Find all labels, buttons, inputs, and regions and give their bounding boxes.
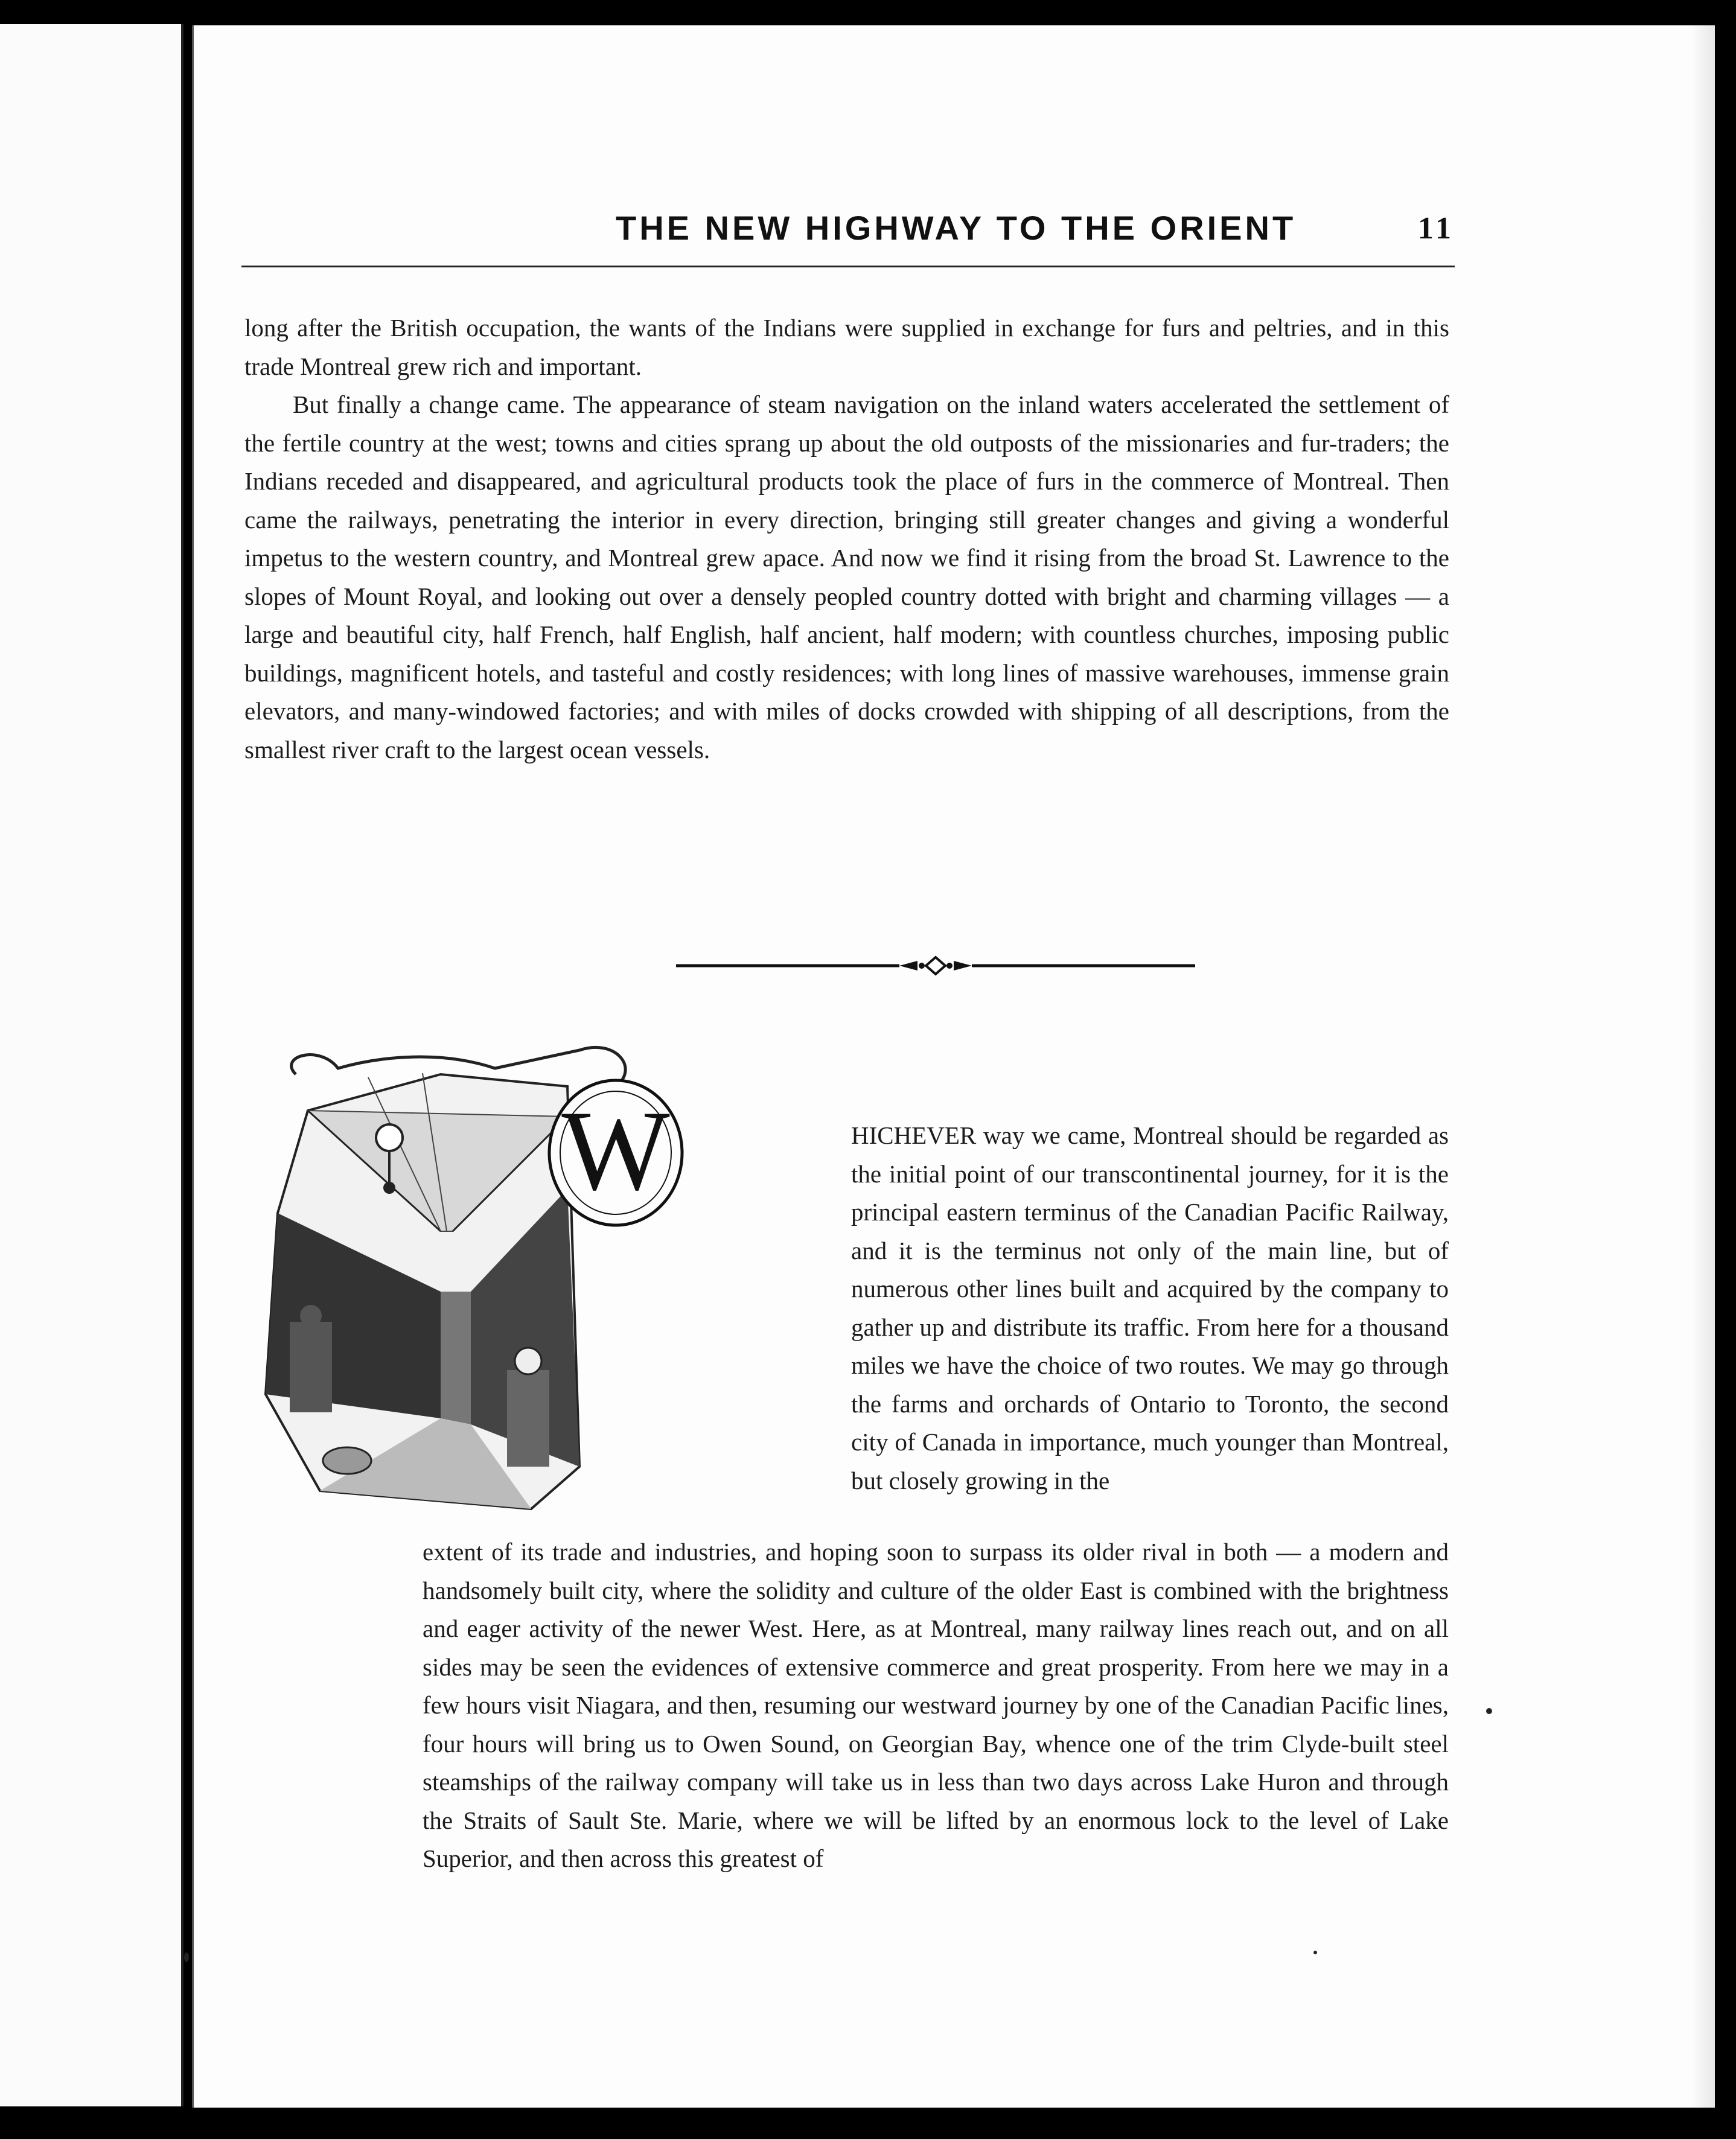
previous-page-edge xyxy=(0,24,183,2106)
running-header xyxy=(241,208,1455,263)
header-rule xyxy=(241,266,1455,267)
ornamental-divider-icon xyxy=(676,948,1195,984)
scan-speck xyxy=(1486,1708,1492,1714)
section-1-text xyxy=(244,309,1449,769)
page-number: 11 xyxy=(1417,211,1455,246)
paragraph: But finally a change came. The appearance of steam navigation on the inland waters accelerated the settlement of the fertile country at the west; towns and cities sprang up about the old outposts of the missionaries and fur-traders; the Indians receded and disappeared, and agricultural products took the place of furs in the commerce of Montreal. Then came the railways, penetrating the interior in every direction, bringing still greater changes and giving a wonderful impetus to the western country, and Montreal grew apace. And now we find it rising from the broad St. Lawrence to the slopes of Mount Royal, and looking out over a densely peopled country dotted with bright and charming villages — a large and beautiful city, half French, half English, half ancient, half modern; with countless churches, imposing public buildings, magnificent hotels, and tasteful and costly residences; with long lines of massive warehouses, immense grain elevators, and many-windowed factories; and with miles of docks crowded with shipping of all descriptions, from the smallest river craft to the largest ocean vessels. xyxy=(244,391,1449,763)
scan-speck xyxy=(1313,1951,1317,1954)
drop-cap: W xyxy=(561,1088,670,1214)
page-edge-shadow xyxy=(1691,25,1715,2108)
paragraph: extent of its trade and industries, and hoping soon to surpass its older rival in both — a modern and handsomely built city, where the solidity and culture of the older East is combined with the brightness and eager activity of the newer West. Here, as at Montreal, many railway lines reach out, and on all sides may be seen the evidences of extensive commerce and great prosperity. From here we may in a few hours visit Niagara, and then, resuming our westward journey by one of the Canadian Pacific lines, four hours will bring us to Owen Sound, on Georgian Bay, whence one of the trim Clyde-built steel steamships of the railway company will take us in less than two days across Lake Huron and through the Straits of Sault Ste. Marie, where we will be lifted by an enormous lock to the level of Lake Superior, and then across this greatest of xyxy=(423,1538,1449,1872)
paragraph: HICHEVER way we came, Montreal should be regarded as the initial point of our transcontinental journey, for it is the principal eastern terminus of the Canadian Pacific Railway, and it is the terminus not only of the main line, but of numerous other lines built and acquired by the company to gather up and distribute its traffic. From here for a thousand miles we have the choice of two routes. We may go through the farms and orchards of Ontario to Toronto, the second city of Canada in importance, much younger than Montreal, but closely growing in the xyxy=(851,1121,1449,1494)
section-2-text-beside xyxy=(851,1117,1449,1500)
section-2-text-full xyxy=(423,1533,1449,1878)
scan-speck xyxy=(184,1953,189,1962)
running-title: THE NEW HIGHWAY TO THE ORIENT xyxy=(616,209,1297,247)
paragraph: long after the British occupation, the wants of the Indians were supplied in exchange for furs and peltries, and in this trade Montreal grew rich and important. xyxy=(244,314,1449,380)
railway-car-interior-illustration xyxy=(241,1032,825,1527)
